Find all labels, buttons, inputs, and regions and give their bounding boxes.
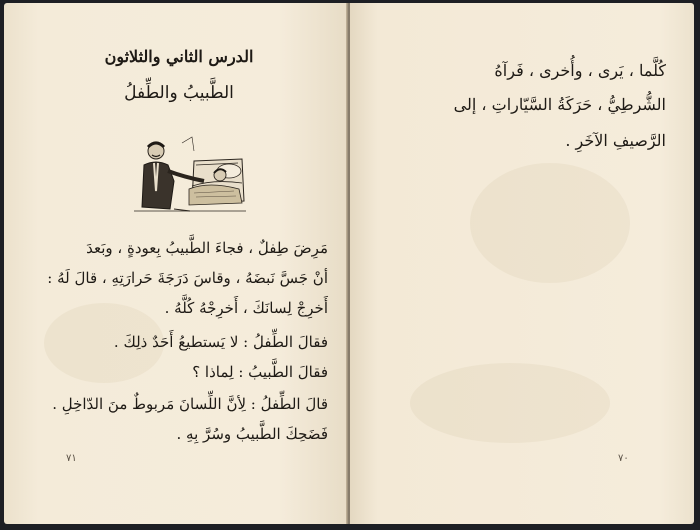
paragraph-line: أنْ جَسَّ نَبضَهُ ، وقاسَ دَرَجَةَ حَرارَتِهِ ، قالَ لَهُ : (47, 269, 328, 287)
lesson-subtitle: الطَّبيبُ والطِّفلُ (124, 83, 234, 103)
paragraph-line: فقالَ الطَّبيبُ : لِماذا ؟ (192, 363, 328, 381)
paragraph-line: كُلَّما ، يَرى ، وأُخرى ، فَرآهُ (494, 61, 666, 80)
paragraph-line: مَرِضَ طِفلٌ ، فجاءَ الطَّبيبُ بِعودةٍ ، وبَعدَ (86, 239, 328, 257)
right-page (350, 3, 694, 524)
left-page (4, 3, 348, 524)
paragraph-line: الشُّرطِيُّ ، حَرَكَةُ السَّيّاراتِ ، إلى (453, 95, 666, 114)
page-number: ٧١ (66, 453, 77, 464)
paragraph-line: أَخرِجْ لِسانَكَ ، أَخرِجْهُ كُلَّهُ . (164, 299, 328, 317)
paragraph-line: فقالَ الطِّفلُ : لا يَستطيعُ أَحَدٌ ذلِكَ . (113, 333, 328, 351)
open-book (4, 3, 694, 524)
paragraph-line: قالَ الطِّفلُ : لِأنَّ اللِّسانَ مَربوطٌ منَ الدّاخِلِ . (52, 395, 328, 413)
doctor-child-illustration (134, 131, 246, 213)
lesson-title: الدرس الثاني والثلاثون (104, 47, 254, 66)
page-number: ٧٠ (618, 453, 629, 464)
paragraph-line: الرَّصيفِ الآخَرِ . (565, 131, 666, 150)
paragraph-line: فَضَحِكَ الطَّبيبُ وسُرَّ بِهِ . (176, 425, 328, 443)
